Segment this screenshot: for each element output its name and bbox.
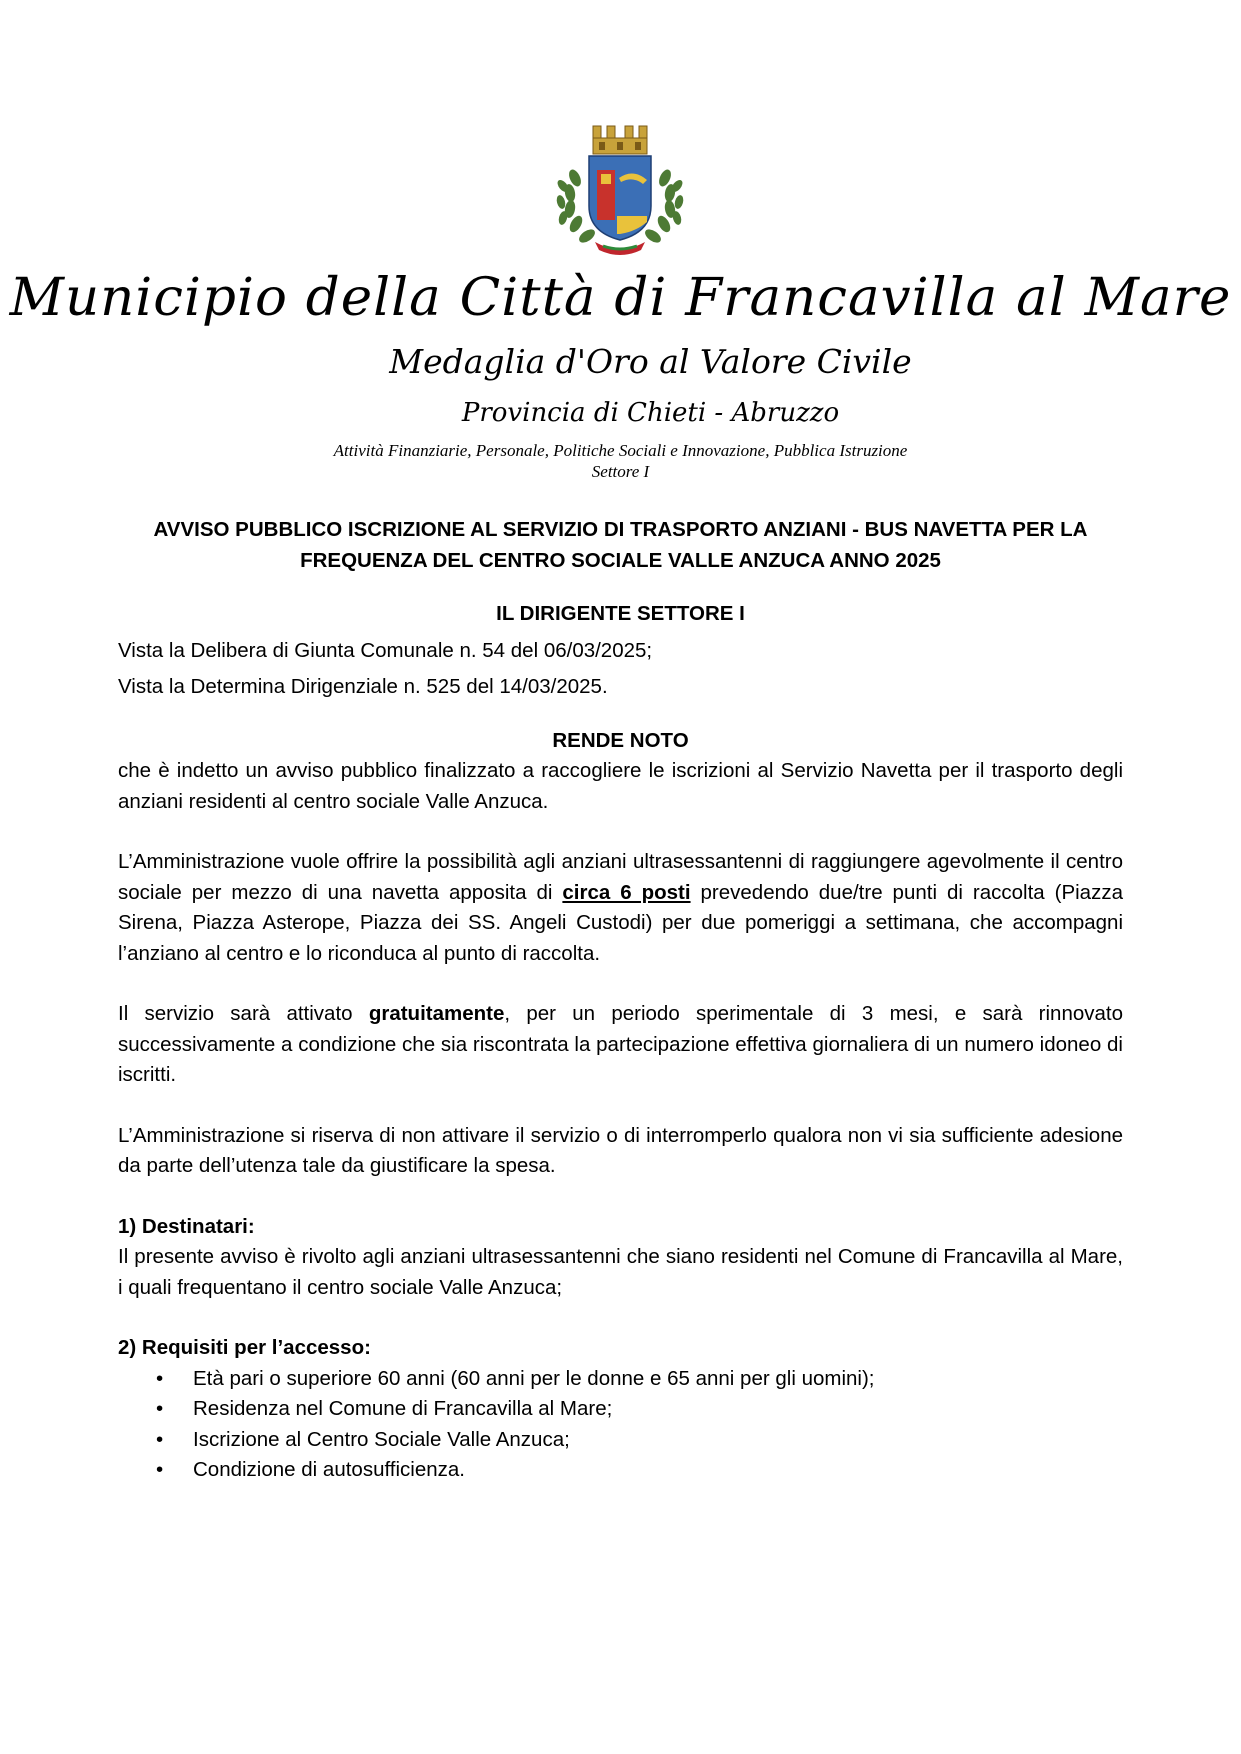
municipal-coat-of-arms-icon: [555, 118, 685, 258]
municipio-heading: Municipio della Città di Francavilla al Mare: [9, 268, 1232, 328]
provincia-subheading: Provincia di Chieti - Abruzzo: [461, 398, 840, 428]
list-item: • Iscrizione al Centro Sociale Valle Anzuca;: [118, 1425, 1123, 1456]
para3-text-c: , per un periodo sperimentale di 3 mesi, e sarà rinnovato successivamente a condizione che sia riscontrata la partecipazione effettiva giornaliera di un numero idoneo di iscritti.: [118, 1002, 1123, 1086]
free-highlight: gratuitamente: [368, 1002, 505, 1025]
vista-delibera: Vista la Delibera di Giunta Comunale n. 54 del 06/03/2025;: [118, 638, 653, 662]
office-department-line: Attività Finanziarie, Personale, Politiche Sociali e Innovazione, Pubblica Istruzione: [333, 441, 908, 460]
notice-title-line-2: FREQUENZA DEL CENTRO SOCIALE VALLE ANZUCA ANNO 2025: [300, 549, 941, 572]
bullet-icon: •: [156, 1366, 164, 1390]
seats-highlight: circa 6 posti: [562, 880, 691, 904]
paragraph-free-service: [118, 999, 1123, 1091]
para3-text-a: Il servizio sarà attivato: [118, 1002, 369, 1025]
list-item: • Condizione di autosufficienza.: [118, 1455, 1123, 1486]
requirements-list: [118, 1364, 1123, 1486]
list-item: • Residenza nel Comune di Francavilla al Mare;: [118, 1394, 1123, 1425]
dirigente-heading: IL DIRIGENTE SETTORE I: [496, 602, 745, 625]
notice-body: [118, 514, 1123, 1486]
paragraph-intro: che è indetto un avviso pubblico finalizzato a raccogliere le iscrizioni al Servizio Navetta per il trasporto degli anziani residenti al centro sociale Valle Anzuca.: [118, 759, 1123, 813]
section-1-heading: 1) Destinatari:: [118, 1214, 255, 1238]
vista-determina: Vista la Determina Dirigenziale n. 525 del 14/03/2025.: [118, 675, 608, 698]
section-2-heading: 2) Requisiti per l’accesso:: [118, 1336, 371, 1359]
section-1-text: Il presente avviso è rivolto agli anziani ultrasessantenni che siano residenti nel Comune di Francavilla al Mare, i quali frequentano il centro sociale Valle Anzuca;: [118, 1245, 1123, 1299]
paragraph-service-description: [118, 847, 1123, 969]
medaglia-subheading: Medaglia d'Oro al Valore Civile: [389, 342, 912, 381]
para2-text-c: prevedendo due/tre punti di raccolta (Piazza Sirena, Piazza Asterope, Piazza dei SS. Angeli Custodi) per due pomeriggi a settimana, che accompagni l’anziano al centro e lo riconduca al punto di raccolta.: [118, 880, 1123, 965]
rende-noto-heading: RENDE NOTO: [552, 728, 689, 752]
list-item: • Età pari o superiore 60 anni (60 anni per le donne e 65 anni per gli uomini);: [118, 1364, 1123, 1395]
bullet-icon: •: [156, 1397, 164, 1420]
notice-title-line-1: AVVISO PUBBLICO ISCRIZIONE AL SERVIZIO DI TRASPORTO ANZIANI - BUS NAVETTA PER LA: [153, 518, 1088, 541]
paragraph-reservation: L’Amministrazione si riserva di non attivare il servizio o di interromperlo qualora non vi sia sufficiente adesione da parte dell’utenza tale da giustificare la spesa.: [118, 1123, 1123, 1177]
bullet-icon: •: [156, 1458, 164, 1481]
para2-text-a: L’Amministrazione vuole offrire la possibilità agli anziani ultrasessantenni di raggiungere agevolmente il centro sociale per mezzo di una navetta apposita di: [118, 850, 1123, 904]
bullet-icon: •: [156, 1427, 164, 1451]
office-sector-line: Settore I: [591, 462, 650, 481]
